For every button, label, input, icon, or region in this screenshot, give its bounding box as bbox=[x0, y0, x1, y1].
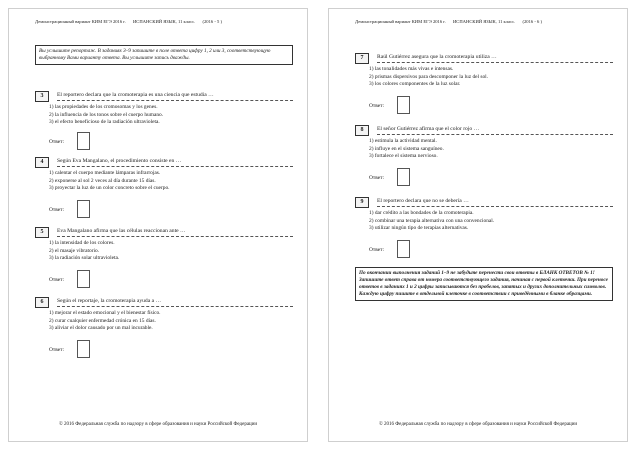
answer-box[interactable] bbox=[77, 200, 90, 218]
answer-label: Ответ: bbox=[49, 347, 65, 353]
option-1: 1) las propiedades de los cromosomas y los genes. bbox=[49, 104, 158, 110]
page-header bbox=[35, 19, 297, 24]
option-2: 2) combinar una terapia alternativa con una convencional. bbox=[369, 217, 495, 224]
option-1: 1) estimula la actividad mental. bbox=[369, 138, 437, 144]
task-number: 6 bbox=[35, 297, 49, 308]
task-number: 3 bbox=[35, 91, 49, 102]
option-2: 2) exponerse al sol 2 veces al día durante 15 días. bbox=[49, 177, 156, 184]
option-3: 3) proyectar la luz de un color concreto sobre el cuerpo. bbox=[49, 185, 170, 192]
task-options bbox=[369, 66, 488, 89]
task-number: 4 bbox=[35, 157, 49, 168]
option-3: 3) el efecto beneficioso de la radiación ultravioleta. bbox=[49, 119, 160, 126]
answer-box[interactable] bbox=[397, 240, 410, 258]
task-options bbox=[369, 210, 494, 233]
option-2: 2) el masaje vibratorio. bbox=[49, 247, 99, 254]
exam-page-right bbox=[328, 8, 628, 442]
task-options bbox=[49, 240, 119, 263]
header-variant: Демонстрационный вариант КИМ ЕГЭ 2016 г. bbox=[35, 19, 126, 24]
header-page: (2016 - 6 ) bbox=[522, 19, 543, 24]
option-1: 1) mejorar el estado emocional y el bienestar físico. bbox=[49, 310, 161, 316]
task-question: Eva Mangalano afirma que las células reaccionan ante … bbox=[57, 227, 293, 237]
answer-label: Ответ: bbox=[49, 139, 65, 145]
answer-label: Ответ: bbox=[369, 175, 385, 181]
answer-label: Ответ: bbox=[49, 277, 65, 283]
page-footer: © 2016 Федеральная служба по надзору в сфере образования и науки Российской Федерации bbox=[58, 422, 258, 427]
task-number: 9 bbox=[355, 197, 369, 208]
option-2: 2) la influencia de los tonos sobre el cuerpo humano. bbox=[49, 111, 164, 118]
exam-page-left bbox=[8, 8, 308, 442]
task-number: 7 bbox=[355, 53, 369, 64]
page-header bbox=[355, 19, 617, 24]
task-options bbox=[49, 310, 161, 333]
answer-box[interactable] bbox=[77, 270, 90, 288]
task-question: El señor Gutiérrez afirma que el color rojo … bbox=[377, 125, 613, 135]
answer-box[interactable] bbox=[77, 340, 90, 358]
header-page: (2016 - 5 ) bbox=[202, 19, 223, 24]
header-subject: ИСПАНСКИЙ ЯЗЫК, 11 класс. bbox=[452, 19, 516, 24]
task-number: 5 bbox=[35, 227, 49, 238]
page-footer: © 2016 Федеральная служба по надзору в сфере образования и науки Российской Федерации bbox=[378, 422, 578, 427]
task-options bbox=[49, 170, 170, 193]
answer-box[interactable] bbox=[397, 168, 410, 186]
answer-label: Ответ: bbox=[49, 207, 65, 213]
final-instructions-box: По окончании выполнения заданий 1–9 не забудьте перенести свои ответы в БЛАНК ОТВЕТОВ № 1! Запишите ответ справа от номера соответствующего задания, начиная с первой клеточки. При переносе ответов в заданиях 1 и 2 цифры записываются без пробелов, запятых и других дополнительных символов. Каждую цифру пишите в отдельной клеточке в соответствии с приведёнными в бланке образцами. bbox=[355, 267, 613, 301]
option-2: 2) influye en el sistema sanguíneo. bbox=[369, 145, 444, 152]
option-3: 3) utilizar ningún tipo de terapias alternativas. bbox=[369, 225, 469, 232]
answer-box[interactable] bbox=[397, 96, 410, 114]
option-1: 1) las tonalidades más vivas e intensas. bbox=[369, 66, 454, 72]
task-question: Según el reportaje, la cromoterapia ayuda a … bbox=[57, 297, 293, 307]
answer-box[interactable] bbox=[77, 132, 90, 150]
task-options bbox=[369, 138, 444, 161]
option-3: 3) la radiación solar ultravioleta. bbox=[49, 255, 120, 262]
option-1: 1) dar crédito a las bondades de la cromoterapia. bbox=[369, 210, 474, 216]
option-3: 3) aliviar el dolor causado por un mal incurable. bbox=[49, 325, 153, 332]
answer-label: Ответ: bbox=[369, 103, 385, 109]
answer-label: Ответ: bbox=[369, 247, 385, 253]
option-1: 1) calentar el cuerpo mediante lámparas infrarrojas. bbox=[49, 170, 161, 176]
option-3: 3) fortalece el sistema nervioso. bbox=[369, 153, 438, 160]
option-1: 1) la intensidad de los colores. bbox=[49, 240, 115, 246]
task-options bbox=[49, 104, 163, 127]
option-2: 2) prismas dispersivos para descomponer la luz del sol. bbox=[369, 73, 489, 80]
instructions-box: Вы услышите репортаж. В заданиях 3–9 запишите в поле ответа цифру 1, 2 или 3, соответствующую выбранному Вами варианту ответа. Вы услышите запись дважды. bbox=[35, 45, 293, 65]
header-variant: Демонстрационный вариант КИМ ЕГЭ 2016 г. bbox=[355, 19, 446, 24]
option-3: 3) los colores componentes de la luz solar. bbox=[369, 81, 461, 88]
option-2: 2) curar cualquier enfermedad crónica en 15 días. bbox=[49, 317, 156, 324]
header-subject: ИСПАНСКИЙ ЯЗЫК, 11 класс. bbox=[132, 19, 196, 24]
task-question: Según Eva Mangalano, el procedimiento consiste en … bbox=[57, 157, 293, 167]
task-question: El reportero declara que no se debería … bbox=[377, 197, 613, 207]
task-number: 8 bbox=[355, 125, 369, 136]
task-question: El reportero declara que la cromoterapia es una ciencia que estudia … bbox=[57, 91, 293, 101]
task-question: Raúl Gutiérrez asegura que la cromoterapia utiliza … bbox=[377, 53, 613, 63]
